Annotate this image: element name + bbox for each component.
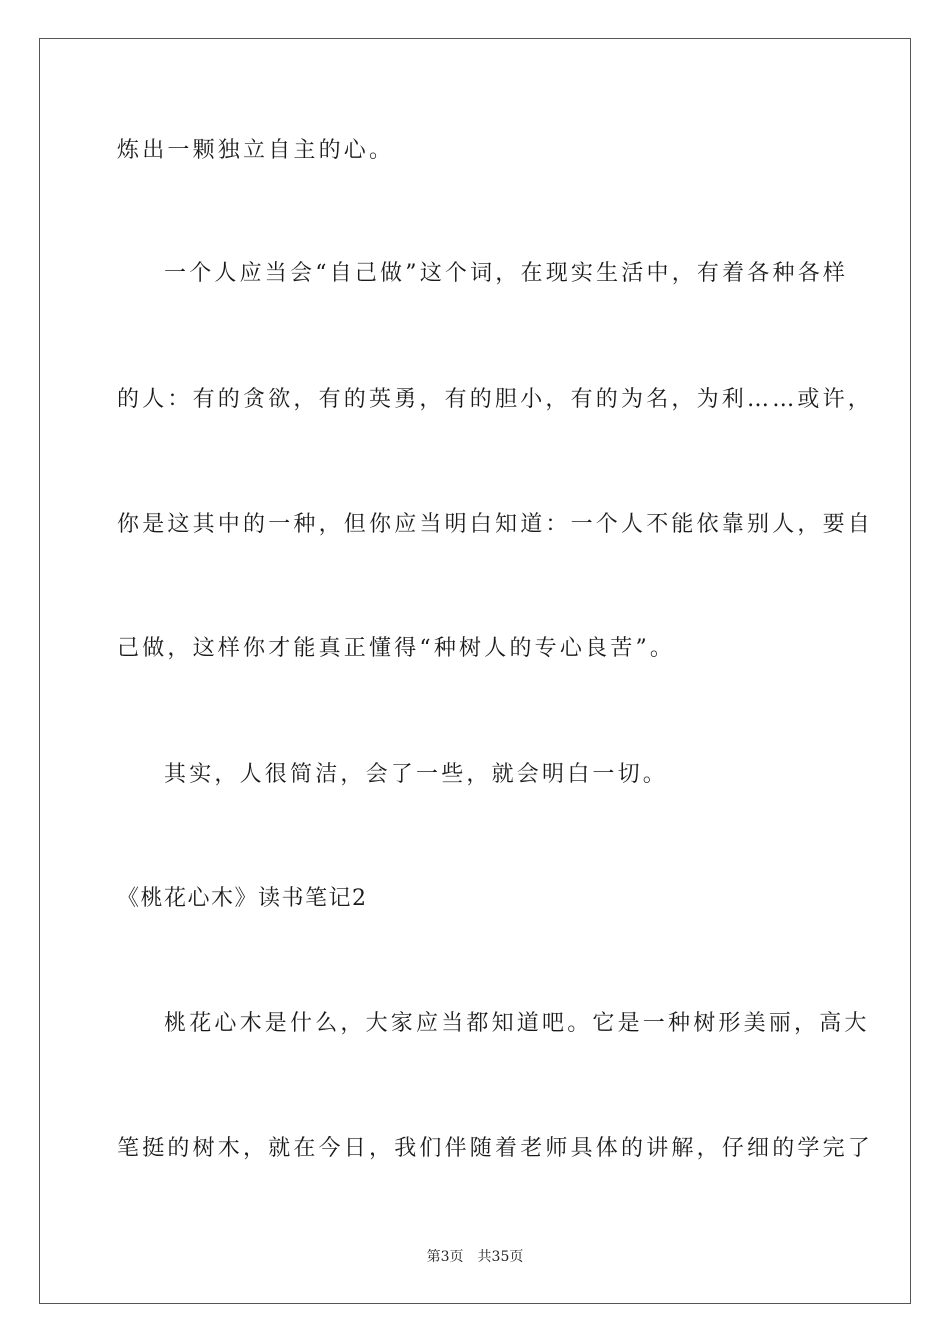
paragraph-3-line-2: 笔挺的树木，就在今日，我们伴随着老师具体的讲解，仔细的学完了 xyxy=(117,1136,874,1161)
page-number: 第3页 xyxy=(426,1249,464,1265)
page-total: 共35页 xyxy=(477,1249,524,1265)
paragraph-3-line-1: 桃花心木是什么，大家应当都知道吧。它是一种树形美丽，高大 xyxy=(164,1011,870,1036)
paragraph-2: 其实，人很简洁，会了一些，就会明白一切。 xyxy=(164,762,669,787)
paragraph-1-line-2: 的人：有的贪欲，有的英勇，有的胆小，有的为名，为利……或许， xyxy=(117,387,874,412)
paragraph-1-line-1: 一个人应当会“自己做”这个词，在现实生活中，有着各种各样 xyxy=(164,261,849,286)
page-border xyxy=(39,38,911,1304)
paragraph-1-line-4: 己做，这样你才能真正懂得“种树人的专心良苦”。 xyxy=(117,636,676,661)
text-line-1: 炼出一颗独立自主的心。 xyxy=(117,138,395,163)
paragraph-1-line-3: 你是这其中的一种，但你应当明白知道：一个人不能依靠别人，要自 xyxy=(117,512,874,537)
page-footer xyxy=(0,1248,950,1266)
section-heading: 《桃花心木》读书笔记2 xyxy=(117,886,368,911)
